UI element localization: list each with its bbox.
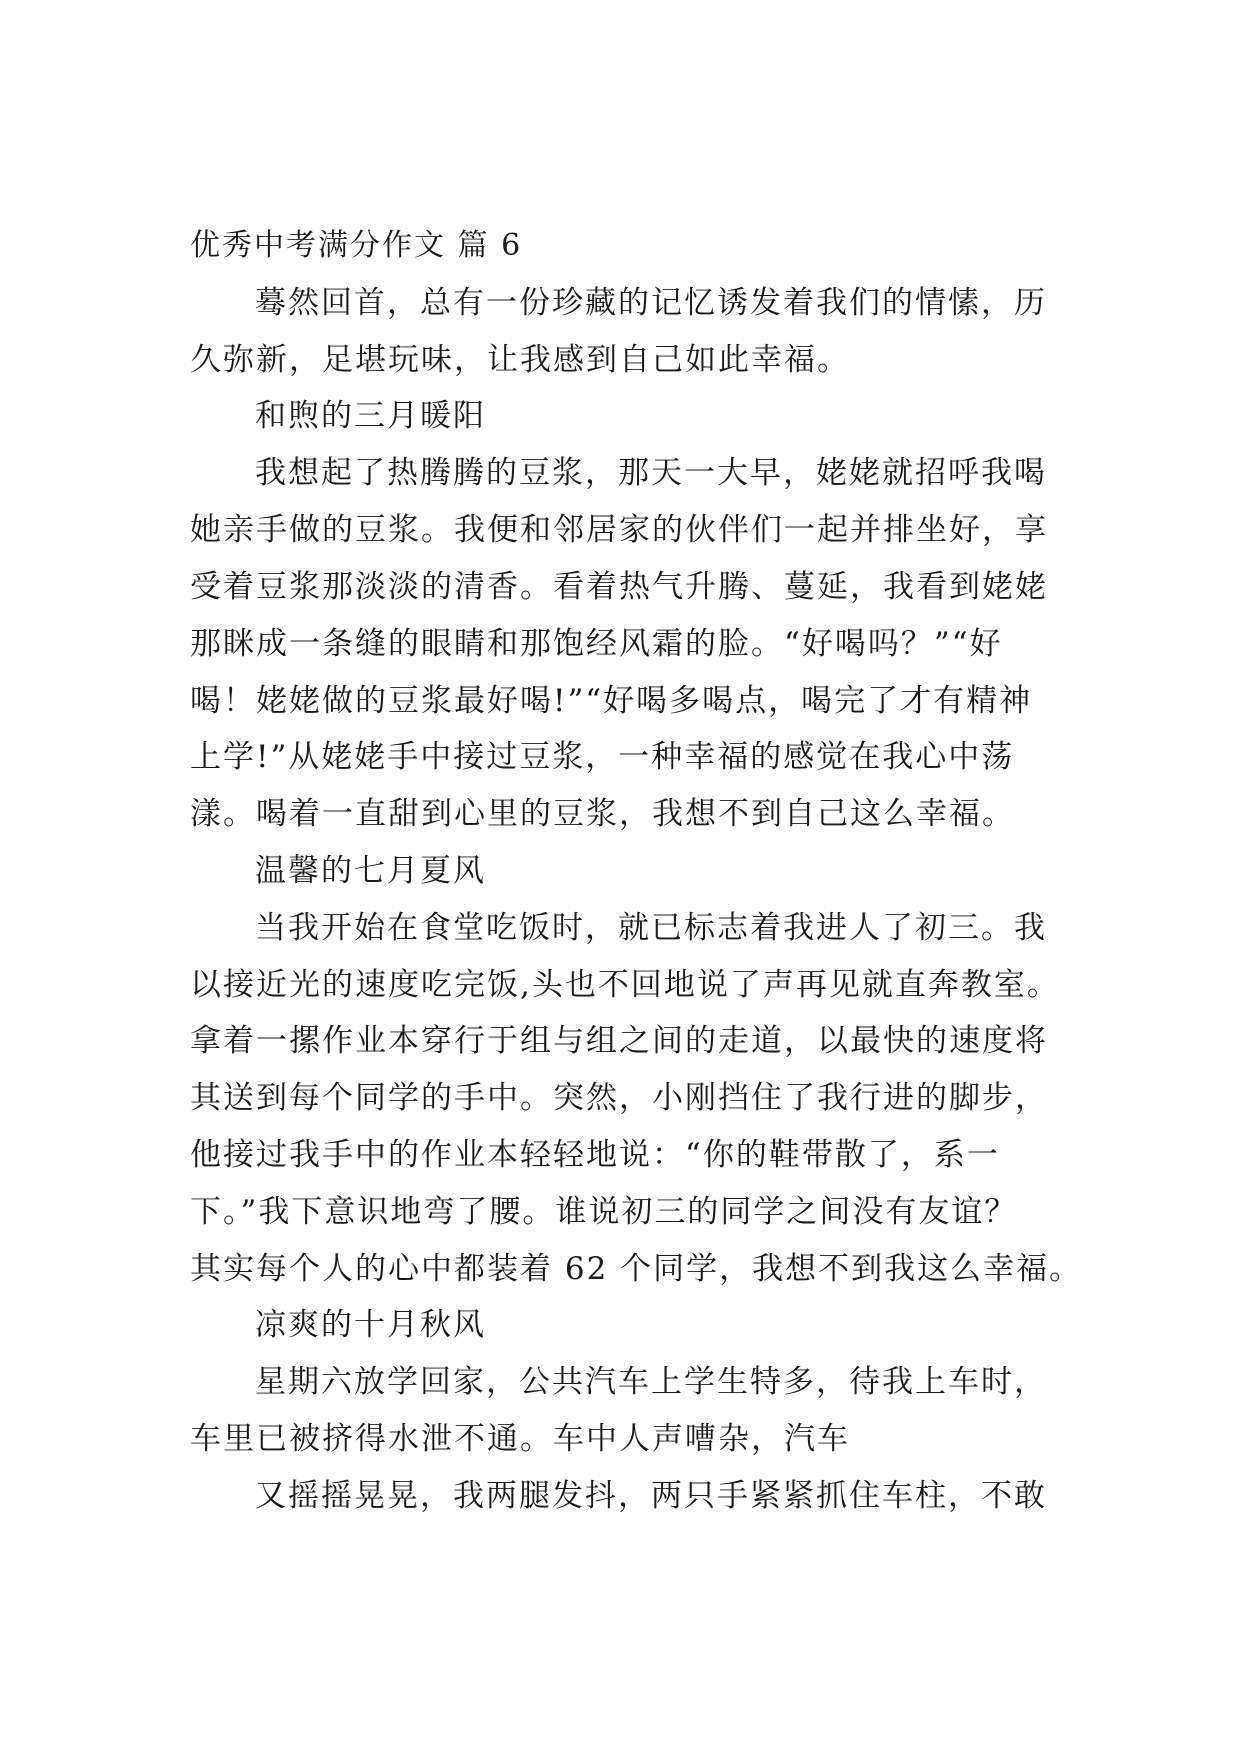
section-heading: 和煦的三月暖阳 — [255, 398, 486, 434]
paragraph-line: 星期六放学回家，公共汽车上学生特多，待我上车时， — [255, 1364, 1047, 1400]
paragraph-line: 下。”我下意识地弯了腰。谁说初三的同学之间没有友谊？ — [190, 1194, 1018, 1230]
paragraph-line: 他接过我手中的作业本轻轻地说：“你的鞋带散了，系一 — [190, 1137, 1000, 1173]
paragraph-line: 拿着一摞作业本穿行于组与组之间的走道，以最快的速度将 — [190, 1023, 1048, 1059]
paragraph-line: 其实每个人的心中都装着 62 个同学，我想不到我这么幸福。 — [190, 1251, 1083, 1287]
paragraph-line: 漾。喝着一直甜到心里的豆浆，我想不到自己这么幸福。 — [190, 796, 1015, 832]
paragraph-line: 久弥新，足堪玩味，让我感到自己如此幸福。 — [190, 342, 850, 378]
paragraph-line: 又摇摇晃晃，我两腿发抖，两只手紧紧抓住车柱，不敢 — [255, 1478, 1047, 1514]
paragraph-line: 车里已被挤得水泄不通。车中人声嘈杂，汽车 — [190, 1421, 850, 1457]
paragraph-line: 受着豆浆那淡淡的清香。看着热气升腾、蔓延，我看到姥姥 — [190, 569, 1048, 605]
paragraph-line: 我想起了热腾腾的豆浆，那天一大早，姥姥就招呼我喝 — [255, 455, 1047, 491]
paragraph-line: 其送到每个同学的手中。突然，小刚挡住了我行进的脚步， — [190, 1080, 1048, 1116]
paragraph-line: 以接近光的速度吃完饭,头也不回地说了声再见就直奔教室。 — [190, 967, 1060, 1003]
paragraph-line: 她亲手做的豆浆。我便和邻居家的伙伴们一起并排坐好，享 — [190, 512, 1048, 548]
article-title: 优秀中考满分作文 篇 6 — [190, 228, 523, 263]
section-heading: 凉爽的十月秋风 — [255, 1307, 486, 1343]
paragraph-line: 当我开始在食堂吃饭时，就已标志着我进人了初三。我 — [255, 910, 1047, 946]
paragraph-line: 上学!”从姥姥手中接过豆浆，一种幸福的感觉在我心中荡 — [190, 739, 1015, 775]
section-heading: 温馨的七月夏风 — [255, 853, 486, 889]
paragraph-line: 喝！姥姥做的豆浆最好喝!”“好喝多喝点，喝完了才有精神 — [190, 683, 1033, 719]
paragraph-line: 那眯成一条缝的眼睛和那饱经风霜的脸。“好喝吗？”“好 — [190, 626, 1003, 662]
paragraph-line: 蓦然回首，总有一份珍藏的记忆诱发着我们的情愫，历 — [255, 285, 1047, 321]
